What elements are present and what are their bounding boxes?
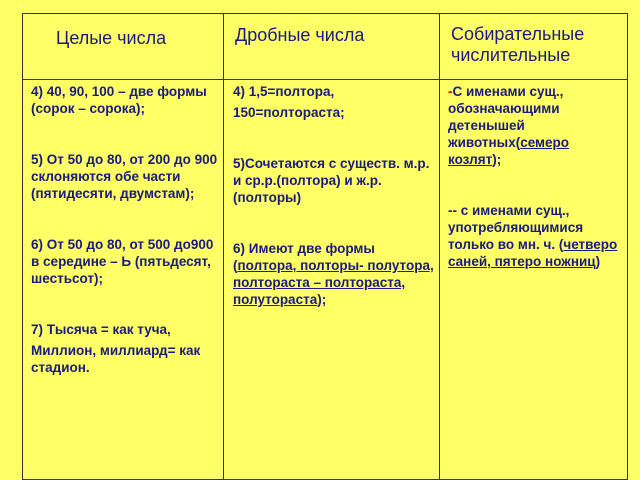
column-divider-2 <box>439 14 440 479</box>
integers-rule-7: 7) Тысяча = как туча, <box>31 322 171 337</box>
fractions-rule-5: 5)Сочетаются с существ. м.р. и ср.р.(полтора) и ж.р.(полторы) <box>233 156 430 205</box>
fractions-forms-example: полтора, полторы- полутора, полтораста – полтораста, полутораста <box>233 258 434 307</box>
fractions-rule-6: 6) Имеют две формы (полтора, полторы- полутора, полтораста – полтораста, полутораста); <box>233 241 434 307</box>
example-sani-nozhnicy: четверо саней, пятеро ножниц <box>448 237 618 269</box>
integers-rule-7-cont: Миллион, миллиард= как стадион. <box>31 343 201 375</box>
collectives-cell <box>448 83 626 270</box>
rules-table <box>22 13 628 480</box>
integers-cell <box>31 83 221 376</box>
fractions-rule-4-cont: 150=полтораста; <box>233 105 345 120</box>
example-kozlyat: козлят <box>448 152 493 167</box>
integers-rule-5: 5) От 50 до 80, от 200 до 900 склоняются обе части (пятидесяти, двумстам); <box>31 152 218 201</box>
integers-rule-6: 6) От 50 до 80, от 500 до900 в середине – Ь (пятьдесят, шестьсот); <box>31 237 214 286</box>
collectives-rule-2: -- с именами сущ., употребляющимися только во мн. ч. (четверо саней, пятеро ножниц) <box>448 203 618 269</box>
column-divider-1 <box>223 14 224 479</box>
fractions-rule-4: 4) 1,5=полтора, <box>233 84 335 99</box>
fractions-cell <box>233 83 435 308</box>
collectives-rule-1: -С именами сущ., обозначающими детенышей животных(семеро козлят); <box>448 84 570 167</box>
header-fractions: Дробные числа <box>235 25 365 45</box>
header-divider <box>23 79 627 80</box>
header-collectives: Собирательные числительные <box>451 24 585 65</box>
integers-rule-4: 4) 40, 90, 100 – две формы (сорок – сорока); <box>31 84 207 116</box>
header-integers: Целые числа <box>56 28 167 48</box>
example-semero: семеро <box>520 135 570 150</box>
